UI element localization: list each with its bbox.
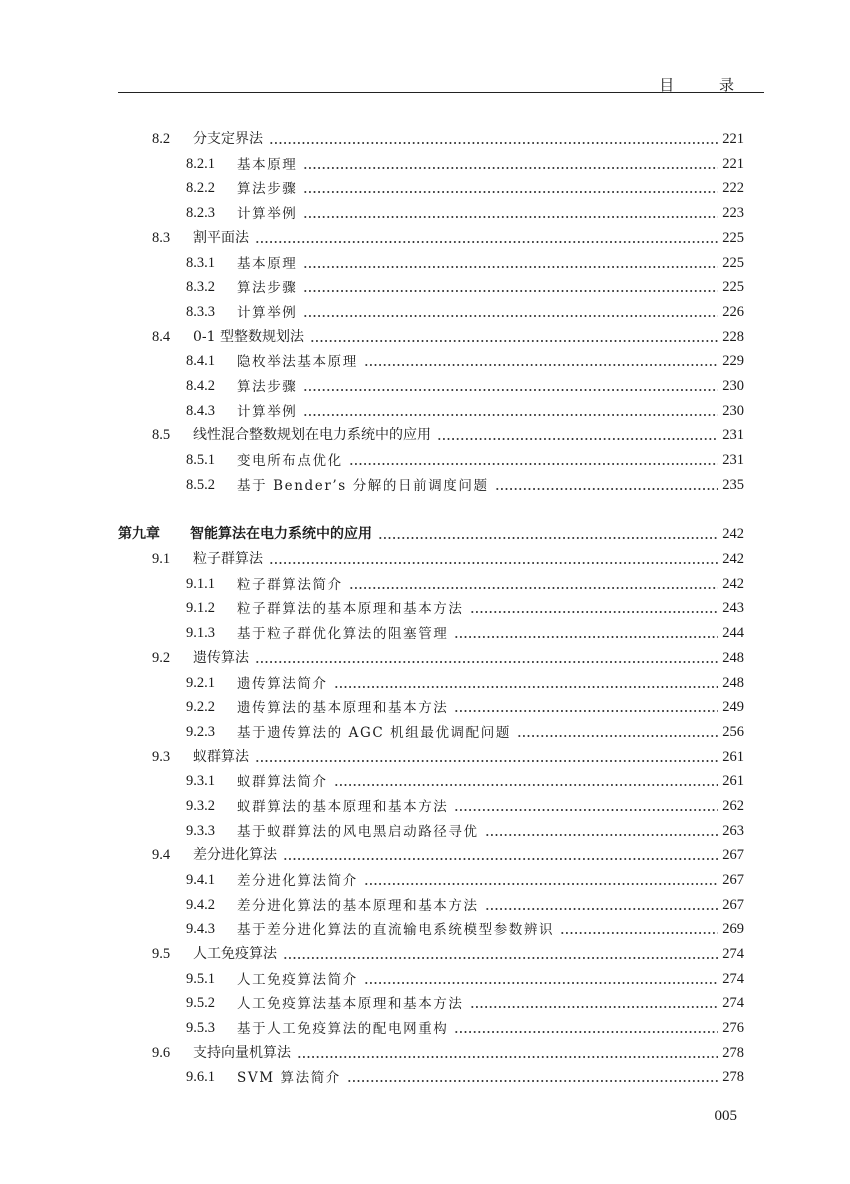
toc-entry-title: 基于粒子群优化算法的阻塞管理 bbox=[237, 626, 449, 642]
leader-dots bbox=[303, 207, 718, 219]
toc-entry-title: 蚁群算法的基本原理和基本方法 bbox=[237, 799, 449, 815]
toc-entry-title: 人工免疫算法简介 bbox=[237, 972, 358, 988]
toc-subsection-entry[interactable] bbox=[186, 472, 744, 494]
leader-dots bbox=[310, 331, 718, 343]
toc-entry-page: 231 bbox=[722, 427, 744, 443]
leader-dots bbox=[303, 158, 718, 170]
toc-entry-number: 9.4.3 bbox=[186, 921, 215, 937]
toc-entry-page: 267 bbox=[722, 872, 744, 888]
toc-subsection-entry[interactable] bbox=[186, 1064, 744, 1086]
toc-entry-page: 242 bbox=[722, 526, 744, 542]
toc-entry-page: 274 bbox=[722, 946, 744, 962]
leader-dots bbox=[303, 405, 718, 417]
toc-entry-page: 244 bbox=[722, 625, 744, 641]
toc-entry-title: 线性混合整数规划在电力系统中的应用 bbox=[193, 427, 431, 443]
toc-entry-page: 225 bbox=[722, 255, 744, 271]
toc-subsection-entry[interactable] bbox=[186, 620, 744, 642]
toc-entry-number: 9.2.1 bbox=[186, 675, 215, 691]
toc-entry-number: 9.2.2 bbox=[186, 699, 215, 715]
toc-entry-page: 225 bbox=[722, 279, 744, 295]
toc-entry-page: 229 bbox=[722, 353, 744, 369]
toc-entry-title: 基本原理 bbox=[237, 256, 298, 272]
toc-subsection-entry[interactable] bbox=[186, 818, 744, 840]
toc-entry-page: 269 bbox=[722, 921, 744, 937]
toc-entry-title: SVM 算法简介 bbox=[237, 1070, 341, 1086]
toc-entry-page: 221 bbox=[722, 131, 744, 147]
toc-subsection-entry[interactable] bbox=[186, 892, 744, 914]
toc-entry-page: 256 bbox=[722, 724, 744, 740]
toc-entry-number: 8.5 bbox=[152, 427, 171, 443]
leader-dots bbox=[334, 775, 719, 787]
toc-entry-title: 粒子群算法 bbox=[193, 551, 263, 567]
leader-dots bbox=[485, 899, 719, 911]
leader-dots bbox=[454, 701, 718, 713]
leader-dots bbox=[517, 726, 718, 738]
toc-section-entry[interactable] bbox=[152, 225, 744, 247]
toc-subsection-entry[interactable] bbox=[186, 694, 744, 716]
toc-entry-page: 230 bbox=[722, 378, 744, 394]
toc-entry-page: 242 bbox=[722, 551, 744, 567]
toc-entry-page: 248 bbox=[722, 675, 744, 691]
toc-entry-number: 9.3 bbox=[152, 749, 171, 765]
toc-subsection-entry[interactable] bbox=[186, 151, 744, 173]
toc-entry-number: 9.3.3 bbox=[186, 823, 215, 839]
toc-entry-title: 人工免疫算法 bbox=[193, 946, 277, 962]
toc-entry-title: 遗传算法 bbox=[193, 650, 249, 666]
leader-dots bbox=[269, 553, 718, 565]
toc-entry-title: 分支定界法 bbox=[193, 131, 263, 147]
leader-dots bbox=[495, 479, 719, 491]
header-title: 目 录 bbox=[659, 76, 754, 94]
leader-dots bbox=[297, 1047, 718, 1059]
toc-entry-number: 9.6 bbox=[152, 1045, 171, 1061]
leader-dots bbox=[349, 454, 719, 466]
toc-entry-title: 差分进化算法 bbox=[193, 847, 277, 863]
toc-subsection-entry[interactable] bbox=[186, 966, 744, 988]
toc-entry-number: 9.5.3 bbox=[186, 1020, 215, 1036]
toc-entry-number: 8.2.3 bbox=[186, 205, 215, 221]
toc-entry-page: 267 bbox=[722, 847, 744, 863]
toc-entry-title: 智能算法在电力系统中的应用 bbox=[190, 526, 372, 542]
toc-entry-title: 基于蚁群算法的风电黑启动路径寻优 bbox=[237, 824, 479, 840]
toc-section-entry[interactable] bbox=[152, 645, 744, 667]
toc-subsection-entry[interactable] bbox=[186, 175, 744, 197]
toc-entry-number: 8.3 bbox=[152, 230, 171, 246]
toc-entry-number: 8.5.1 bbox=[186, 452, 215, 468]
toc-entry-title: 基于差分进化算法的直流输电系统模型参数辨识 bbox=[237, 922, 555, 938]
toc-entry-number: 8.4.2 bbox=[186, 378, 215, 394]
toc-entry-number: 9.2.3 bbox=[186, 724, 215, 740]
toc-entry-title: 基本原理 bbox=[237, 157, 298, 173]
toc-entry-number: 9.3.2 bbox=[186, 798, 215, 814]
toc-entry-title: 计算举例 bbox=[237, 404, 298, 420]
leader-dots bbox=[349, 578, 719, 590]
toc-entry-number: 8.4 bbox=[152, 329, 171, 345]
toc-entry-title: 计算举例 bbox=[237, 305, 298, 321]
toc-entry-page: 248 bbox=[722, 650, 744, 666]
toc-entry-number: 9.5.2 bbox=[186, 995, 215, 1011]
toc-subsection-entry[interactable] bbox=[186, 274, 744, 296]
toc-section-entry[interactable] bbox=[152, 1040, 744, 1062]
toc-section-entry[interactable] bbox=[152, 842, 744, 864]
toc-entry-page: 278 bbox=[722, 1069, 744, 1085]
toc-section-entry[interactable] bbox=[152, 546, 744, 568]
leader-dots bbox=[364, 973, 718, 985]
leader-dots bbox=[303, 281, 718, 293]
toc-entry-page: 261 bbox=[722, 749, 744, 765]
toc-entry-page: 235 bbox=[722, 477, 744, 493]
toc-entry-title: 支持向量机算法 bbox=[193, 1045, 291, 1061]
leader-dots bbox=[454, 800, 718, 812]
leader-dots bbox=[470, 602, 719, 614]
toc-entry-title: 粒子群算法简介 bbox=[237, 577, 343, 593]
toc-entry-page: 223 bbox=[722, 205, 744, 221]
toc-entry-number: 9.3.1 bbox=[186, 773, 215, 789]
toc-entry-title: 粒子群算法的基本原理和基本方法 bbox=[237, 601, 464, 617]
toc-entry-page: 231 bbox=[722, 452, 744, 468]
page-number: 005 bbox=[714, 1108, 737, 1124]
toc-entry-number: 8.2.2 bbox=[186, 180, 215, 196]
toc-section-entry[interactable] bbox=[152, 422, 744, 444]
leader-dots bbox=[470, 997, 719, 1009]
leader-dots bbox=[255, 751, 718, 763]
toc-entry-title: 计算举例 bbox=[237, 206, 298, 222]
leader-dots bbox=[303, 257, 718, 269]
toc-entry-number: 8.2.1 bbox=[186, 156, 215, 172]
toc-entry-page: 278 bbox=[722, 1045, 744, 1061]
toc-entry-number: 9.1 bbox=[152, 551, 171, 567]
leader-dots bbox=[255, 232, 718, 244]
toc-entry-title: 算法步骤 bbox=[237, 379, 298, 395]
toc-entry-number: 8.3.3 bbox=[186, 304, 215, 320]
toc-entry-number: 9.4.1 bbox=[186, 872, 215, 888]
header-rule bbox=[118, 92, 764, 93]
toc-subsection-entry[interactable] bbox=[186, 867, 744, 889]
toc-entry-number: 8.4.1 bbox=[186, 353, 215, 369]
leader-dots bbox=[283, 948, 718, 960]
toc-entry-page: 262 bbox=[722, 798, 744, 814]
toc-subsection-entry[interactable] bbox=[186, 670, 744, 692]
toc-entry-number: 8.5.2 bbox=[186, 477, 215, 493]
toc-entry-title: 基于 Bender’s 分解的日前调度问题 bbox=[237, 478, 489, 494]
toc-section-entry[interactable] bbox=[152, 941, 744, 963]
toc-entry-number: 第九章 bbox=[118, 526, 160, 542]
toc-entry-title: 遗传算法的基本原理和基本方法 bbox=[237, 700, 449, 716]
toc-entry-number: 9.5.1 bbox=[186, 971, 215, 987]
toc-section-entry[interactable] bbox=[152, 744, 744, 766]
toc-entry-number: 9.4.2 bbox=[186, 897, 215, 913]
toc-subsection-entry[interactable] bbox=[186, 250, 744, 272]
toc-entry-number: 9.5 bbox=[152, 946, 171, 962]
toc-entry-title: 蚁群算法简介 bbox=[237, 774, 328, 790]
toc-entry-title: 差分进化算法的基本原理和基本方法 bbox=[237, 898, 479, 914]
toc-entry-page: 263 bbox=[722, 823, 744, 839]
toc-entry-title: 蚁群算法 bbox=[193, 749, 249, 765]
toc-subsection-entry[interactable] bbox=[186, 299, 744, 321]
toc-entry-number: 9.4 bbox=[152, 847, 171, 863]
toc-entry-title: 变电所布点优化 bbox=[237, 453, 343, 469]
leader-dots bbox=[364, 874, 718, 886]
toc-entry-title: 基于遗传算法的 AGC 机组最优调配问题 bbox=[237, 725, 511, 741]
toc-entry-page: 249 bbox=[722, 699, 744, 715]
toc-entry-page: 230 bbox=[722, 403, 744, 419]
toc-entry-page: 222 bbox=[722, 180, 744, 196]
toc-entry-number: 9.1.3 bbox=[186, 625, 215, 641]
toc-entry-title: 0-1 型整数规划法 bbox=[193, 329, 304, 345]
toc-entry-title: 差分进化算法简介 bbox=[237, 873, 358, 889]
toc-entry-page: 226 bbox=[722, 304, 744, 320]
running-header bbox=[118, 74, 764, 92]
toc-entry-page: 243 bbox=[722, 600, 744, 616]
toc-subsection-entry[interactable] bbox=[186, 348, 744, 370]
toc-subsection-entry[interactable] bbox=[186, 768, 744, 790]
toc-entry-page: 267 bbox=[722, 897, 744, 913]
leader-dots bbox=[454, 627, 718, 639]
leader-dots bbox=[560, 923, 718, 935]
toc-subsection-entry[interactable] bbox=[186, 719, 744, 741]
toc-entry-title: 算法步骤 bbox=[237, 181, 298, 197]
toc-subsection-entry[interactable] bbox=[186, 447, 744, 469]
leader-dots bbox=[303, 380, 718, 392]
leader-dots bbox=[269, 133, 718, 145]
toc-entry-title: 割平面法 bbox=[193, 230, 249, 246]
toc-subsection-entry[interactable] bbox=[186, 1015, 744, 1037]
toc-entry-title: 隐枚举法基本原理 bbox=[237, 354, 358, 370]
toc-entry-page: 276 bbox=[722, 1020, 744, 1036]
toc-entry-number: 8.3.2 bbox=[186, 279, 215, 295]
toc-entry-number: 8.4.3 bbox=[186, 403, 215, 419]
toc-entry-number: 9.1.1 bbox=[186, 576, 215, 592]
leader-dots bbox=[378, 528, 718, 540]
toc-entry-title: 遗传算法简介 bbox=[237, 676, 328, 692]
toc-entry-page: 261 bbox=[722, 773, 744, 789]
toc-entry-number: 9.1.2 bbox=[186, 600, 215, 616]
toc-subsection-entry[interactable] bbox=[186, 793, 744, 815]
toc-subsection-entry[interactable] bbox=[186, 571, 744, 593]
leader-dots bbox=[283, 849, 718, 861]
toc-subsection-entry[interactable] bbox=[186, 200, 744, 222]
toc-entry-title: 人工免疫算法基本原理和基本方法 bbox=[237, 996, 464, 1012]
toc-entry-number: 9.6.1 bbox=[186, 1069, 215, 1085]
toc-entry-number: 8.3.1 bbox=[186, 255, 215, 271]
toc-subsection-entry[interactable] bbox=[186, 595, 744, 617]
toc-entry-page: 274 bbox=[722, 995, 744, 1011]
leader-dots bbox=[485, 825, 719, 837]
leader-dots bbox=[437, 429, 718, 441]
toc-entry-title: 算法步骤 bbox=[237, 280, 298, 296]
toc-subsection-entry[interactable] bbox=[186, 373, 744, 395]
toc-entry-title: 基于人工免疫算法的配电网重构 bbox=[237, 1021, 449, 1037]
toc-section-entry[interactable] bbox=[152, 126, 744, 148]
toc-chapter-entry[interactable] bbox=[118, 521, 744, 543]
toc-entry-page: 225 bbox=[722, 230, 744, 246]
leader-dots bbox=[303, 182, 718, 194]
toc-section-entry[interactable] bbox=[152, 324, 744, 346]
leader-dots bbox=[334, 677, 719, 689]
toc-entry-page: 221 bbox=[722, 156, 744, 172]
toc-subsection-entry[interactable] bbox=[186, 398, 744, 420]
leader-dots bbox=[303, 306, 718, 318]
toc-subsection-entry[interactable] bbox=[186, 916, 744, 938]
toc-entry-page: 228 bbox=[722, 329, 744, 345]
toc-subsection-entry[interactable] bbox=[186, 990, 744, 1012]
toc-entry-number: 8.2 bbox=[152, 131, 171, 147]
leader-dots bbox=[255, 652, 718, 664]
toc-entry-page: 274 bbox=[722, 971, 744, 987]
leader-dots bbox=[347, 1071, 718, 1083]
leader-dots bbox=[364, 355, 718, 367]
leader-dots bbox=[454, 1022, 718, 1034]
toc-entry-number: 9.2 bbox=[152, 650, 171, 666]
toc-entry-page: 242 bbox=[722, 576, 744, 592]
